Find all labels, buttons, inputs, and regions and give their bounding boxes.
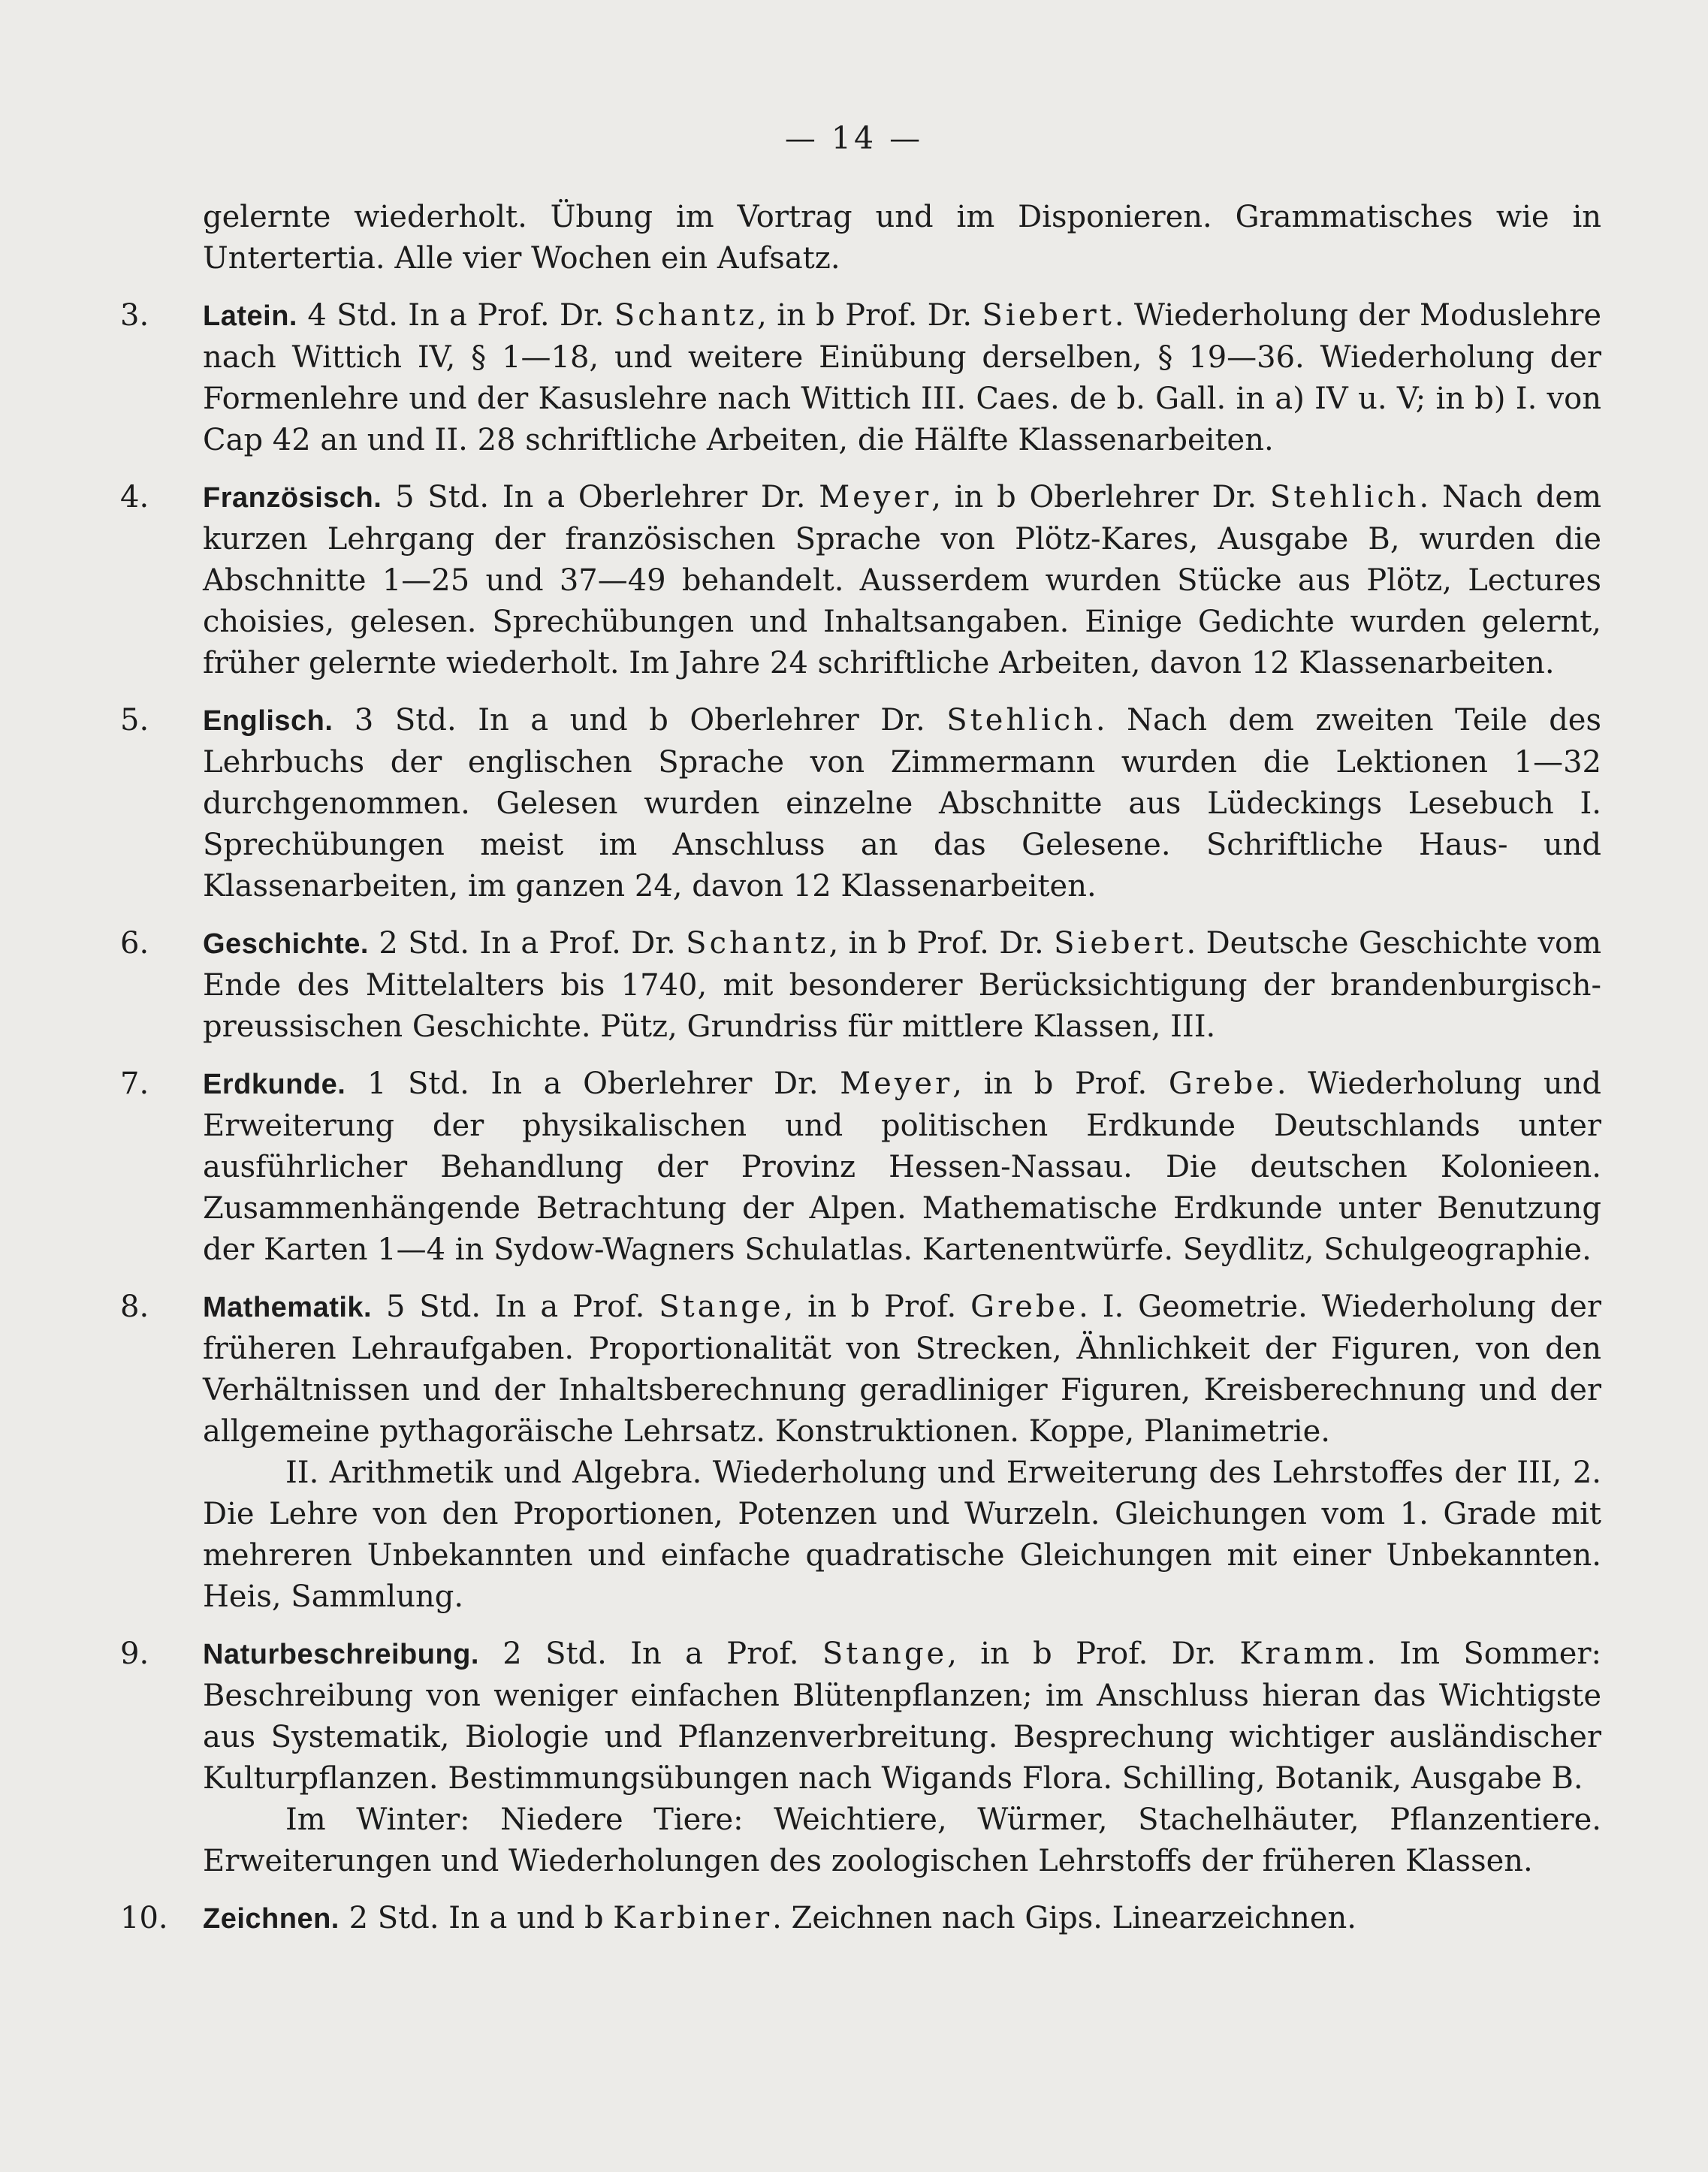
section-continuation: II. Arithmetik und Algebra. Wiederholung und Erweiterung des Lehrstoffes der III, 2. Die Lehre von den Proportionen, Potenzen und Wurzeln. Gleichungen vom 1. Grade mit mehreren Unbekannten und einfache quadratische Gleichungen mit einer Unbekannten. Heis, Sammlung. (203, 1456, 1601, 1614)
section-text: 3 Std. In a und b Oberlehrer Dr. (333, 703, 947, 738)
section-paragraph (120, 700, 1601, 907)
section-title: Englisch. (203, 705, 333, 737)
section-text: 5 Std. In a Prof. (372, 1290, 659, 1324)
section-franzoesisch (120, 477, 1601, 684)
teacher-name: Siebert (982, 298, 1115, 333)
section-paragraph (120, 477, 1601, 684)
section-text: . Zeichnen nach Gips. Linearzeichnen. (772, 1901, 1357, 1935)
section-text: 1 Std. In a Oberlehrer Dr. (346, 1066, 840, 1101)
teacher-name: Kramm (1239, 1637, 1367, 1671)
section-mathematik (120, 1287, 1601, 1618)
section-text: 2 Std. In a und b (339, 1901, 614, 1935)
teacher-name: Stehlich (946, 703, 1096, 738)
section-title: Latein. (203, 300, 297, 332)
section-title: Naturbeschreibung. (203, 1639, 479, 1670)
section-text: , in b Prof. Dr. (947, 1637, 1240, 1671)
section-text: , in b Prof. (952, 1066, 1169, 1101)
teacher-name: Karbiner (613, 1901, 773, 1935)
section-text: 2 Std. In a Prof. Dr. (368, 926, 687, 961)
section-paragraph (120, 295, 1601, 461)
section-geschichte (120, 923, 1601, 1048)
section-title: Zeichnen. (203, 1903, 339, 1935)
section-englisch (120, 700, 1601, 907)
section-text: 5 Std. In a Oberlehrer Dr. (382, 480, 819, 514)
teacher-name: Stange (659, 1290, 784, 1324)
section-text: . Im Sommer: Beschreibung von weniger einfachen Blütenpflanzen; im Anschluss hieran das Wichtigste aus Systematik, Biologie und Pflanzenverbreitung. Besprechung wichtiger ausländischer Kulturpflanzen. Bestimmungsübungen nach Wigands Flora. Schilling, Botanik, Ausgabe B. (203, 1637, 1601, 1796)
section-number: 8. (120, 1290, 149, 1324)
teacher-name: Schantz (614, 298, 758, 333)
section-text: , in b Prof. Dr. (828, 926, 1055, 961)
section-title: Geschichte. (203, 928, 369, 960)
teacher-name: Stange (822, 1637, 948, 1671)
section-text: , in b Prof. (783, 1290, 971, 1324)
section-text: , in b Prof. Dr. (757, 298, 982, 333)
section-paragraph (120, 1634, 1601, 1799)
section-number: 3. (120, 298, 149, 333)
teacher-name: Meyer (840, 1066, 953, 1101)
section-number: 7. (120, 1066, 149, 1101)
section-text: . Nach dem zweiten Teile des Lehrbuchs der englischen Sprache von Zimmermann wurden die Lektionen 1—32 durchgenommen. Gelesen wurden einzelne Abschnitte aus Lüdeckings Lesebuch I. Sprechübungen meist im Anschluss an das Gelesene. Schriftliche Haus- und Klassenarbeiten, im ganzen 24, davon 12 Klassenarbeiten. (203, 703, 1601, 903)
section-text: . Deutsche Geschichte vom Ende des Mittelalters bis 1740, mit besonderer Berücksichtigung der brandenburgisch-preussischen Geschichte. Pütz, Grundriss für mittlere Klassen, III. (203, 926, 1601, 1044)
section-paragraph (120, 923, 1601, 1048)
section-continuation: Im Winter: Niedere Tiere: Weichtiere, Würmer, Stachelhäuter, Pflanzentiere. Erweiterungen und Wiederholungen des zoologischen Lehrstoffs der früheren Klassen. (203, 1802, 1601, 1878)
section-paragraph (120, 1898, 1601, 1940)
section-text: . Nach dem kurzen Lehrgang der französischen Sprache von Plötz-Kares, Ausgabe B, wurden die Abschnitte 1—25 und 37—49 behandelt. Ausserdem wurden Stücke aus Plötz, Lectures choisies, gelesen. Sprechübungen und Inhaltsangaben. Einige Gedichte wurden gelernt, früher gelernte wiederholt. Im Jahre 24 schriftliche Arbeiten, davon 12 Klassenarbeiten. (203, 480, 1601, 680)
section-title: Französisch. (203, 482, 382, 514)
section-title: Mathematik. (203, 1292, 373, 1323)
page-number: — 14 — (784, 120, 924, 156)
section-title: Erdkunde. (203, 1069, 346, 1100)
teacher-name: Schantz (686, 926, 829, 961)
section-text: . Wiederholung der Moduslehre nach Wittich IV, § 1—18, und weitere Einübung derselben, § 19—36. Wiederholung der Formenlehre und der Kasuslehre nach Wittich III. Caes. de b. Gall. in a) IV u. V; in b) I. von Cap 42 an und II. 28 schriftliche Arbeiten, die Hälfte Klassenarbeiten. (203, 298, 1602, 457)
section-text: . I. Geometrie. Wiederholung der früheren Lehraufgaben. Proportionalität von Strecken, Ähnlichkeit der Figuren, von den Verhältnissen und der Inhaltsberechnung geradliniger Figuren, Kreisberechnung und der allgemeine pythagoräische Lehrsatz. Konstruktionen. Koppe, Planimetrie. (203, 1290, 1601, 1449)
section-number: 9. (120, 1637, 149, 1671)
teacher-name: Grebe (970, 1290, 1079, 1324)
document-body (120, 197, 1601, 1956)
section-paragraph (120, 1063, 1601, 1271)
teacher-name: Grebe (1168, 1066, 1277, 1101)
intro-paragraph (120, 197, 1601, 279)
section-text: 4 Std. In a Prof. Dr. (297, 298, 614, 333)
teacher-name: Meyer (819, 480, 932, 514)
section-text: , in b Oberlehrer Dr. (931, 480, 1270, 514)
teacher-name: Stehlich (1269, 480, 1420, 514)
section-number: 6. (120, 926, 149, 961)
section-latein (120, 295, 1601, 461)
section-text: . Wiederholung und Erweiterung der physikalischen und politischen Erdkunde Deutschlands unter ausführlicher Behandlung der Provinz Hessen-Nassau. Die deutschen Kolonieen. Zusammenhängende Betrachtung der Alpen. Mathematische Erdkunde unter Benutzung der Karten 1—4 in Sydow-Wagners Schulatlas. Kartenentwürfe. Seydlitz, Schulgeographie. (203, 1066, 1601, 1267)
section-number: 4. (120, 480, 149, 514)
section-naturbeschreibung (120, 1634, 1601, 1882)
intro-text: gelernte wiederholt. Übung im Vortrag und im Disponieren. Grammatisches wie in Untertertia. Alle vier Wochen ein Aufsatz. (203, 200, 1601, 276)
section-zeichnen (120, 1898, 1601, 1940)
section-paragraph (120, 1287, 1601, 1453)
section-text: 2 Std. In a Prof. (478, 1637, 822, 1671)
section-number: 10. (120, 1901, 168, 1935)
teacher-name: Siebert (1054, 926, 1187, 961)
section-number: 5. (120, 703, 149, 738)
section-erdkunde (120, 1063, 1601, 1271)
